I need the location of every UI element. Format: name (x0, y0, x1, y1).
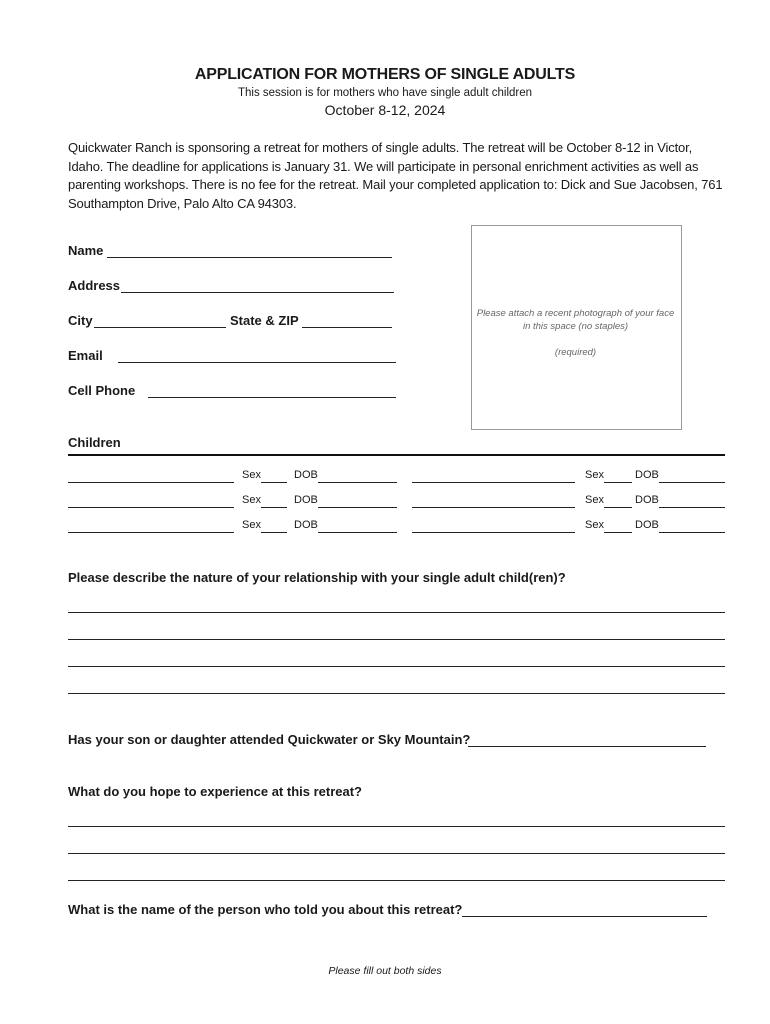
child-dob-field[interactable] (659, 482, 725, 483)
form-title: APPLICATION FOR MOTHERS OF SINGLE ADULTS (194, 66, 576, 83)
dob-label: DOB (294, 519, 318, 531)
hope-answer-line-1[interactable] (68, 826, 725, 827)
sex-label: Sex (242, 469, 261, 481)
children-heading: Children (68, 435, 121, 450)
dob-label: DOB (635, 494, 659, 506)
child-sex-field[interactable] (261, 532, 287, 533)
child-sex-field[interactable] (261, 482, 287, 483)
dob-label: DOB (635, 469, 659, 481)
dob-label: DOB (635, 519, 659, 531)
attended-question: Has your son or daughter attended Quickwater or Sky Mountain? (68, 732, 471, 747)
child-dob-field[interactable] (318, 507, 397, 508)
child-sex-field[interactable] (261, 507, 287, 508)
child-name-field[interactable] (412, 532, 575, 533)
referral-answer-line[interactable] (462, 916, 707, 917)
cell-phone-field[interactable] (148, 397, 396, 398)
child-name-field[interactable] (412, 507, 575, 508)
address-field[interactable] (121, 292, 394, 293)
child-name-field[interactable] (412, 482, 575, 483)
footer-note: Please fill out both sides (328, 965, 442, 977)
name-field[interactable] (107, 257, 392, 258)
form-subtitle: This session is for mothers who have single adult children (237, 87, 533, 99)
state-zip-label: State & ZIP (230, 313, 299, 328)
hope-answer-line-2[interactable] (68, 853, 725, 854)
city-label: City (68, 313, 93, 328)
intro-paragraph: Quickwater Ranch is sponsoring a retreat for mothers of single adults. The retreat will be October 8-12 in Victor, Idaho. The deadline for applications is January 31. We will participate in personal enrichment activities as well as parenting workshops. There is no fee for the retreat. Mail your completed application to: Dick and Sue Jacobsen, 761 Southampton Drive, Palo Alto CA 94303. (68, 140, 723, 211)
sex-label: Sex (585, 469, 604, 481)
dob-label: DOB (294, 469, 318, 481)
hope-question: What do you hope to experience at this retreat? (68, 784, 362, 799)
sex-label: Sex (242, 519, 261, 531)
email-field[interactable] (118, 362, 396, 363)
child-sex-field[interactable] (604, 532, 632, 533)
children-divider (68, 454, 725, 456)
child-dob-field[interactable] (318, 482, 397, 483)
relationship-answer-line-3[interactable] (68, 666, 725, 667)
relationship-answer-line-4[interactable] (68, 693, 725, 694)
sex-label: Sex (585, 519, 604, 531)
child-dob-field[interactable] (318, 532, 397, 533)
attended-answer-line[interactable] (468, 746, 706, 747)
child-dob-field[interactable] (659, 507, 725, 508)
photo-required-note: (required) (554, 347, 597, 358)
child-name-field[interactable] (68, 532, 234, 533)
relationship-answer-line-2[interactable] (68, 639, 725, 640)
dob-label: DOB (294, 494, 318, 506)
sex-label: Sex (242, 494, 261, 506)
cell-phone-label: Cell Phone (68, 383, 136, 398)
child-sex-field[interactable] (604, 507, 632, 508)
email-label: Email (68, 348, 103, 363)
referral-question: What is the name of the person who told you about this retreat? (68, 902, 463, 917)
state-zip-field[interactable] (302, 327, 392, 328)
photo-note: Please attach a recent photograph of your face in this space (no staples) (476, 308, 675, 332)
child-dob-field[interactable] (659, 532, 725, 533)
address-label: Address (68, 278, 121, 293)
relationship-answer-line-1[interactable] (68, 612, 725, 613)
child-name-field[interactable] (68, 507, 234, 508)
relationship-question: Please describe the nature of your relationship with your single adult child(ren)? (68, 570, 566, 585)
hope-answer-line-3[interactable] (68, 880, 725, 881)
city-field[interactable] (94, 327, 226, 328)
child-name-field[interactable] (68, 482, 234, 483)
retreat-date: October 8-12, 2024 (324, 102, 446, 118)
name-label: Name (68, 243, 104, 258)
sex-label: Sex (585, 494, 604, 506)
child-sex-field[interactable] (604, 482, 632, 483)
